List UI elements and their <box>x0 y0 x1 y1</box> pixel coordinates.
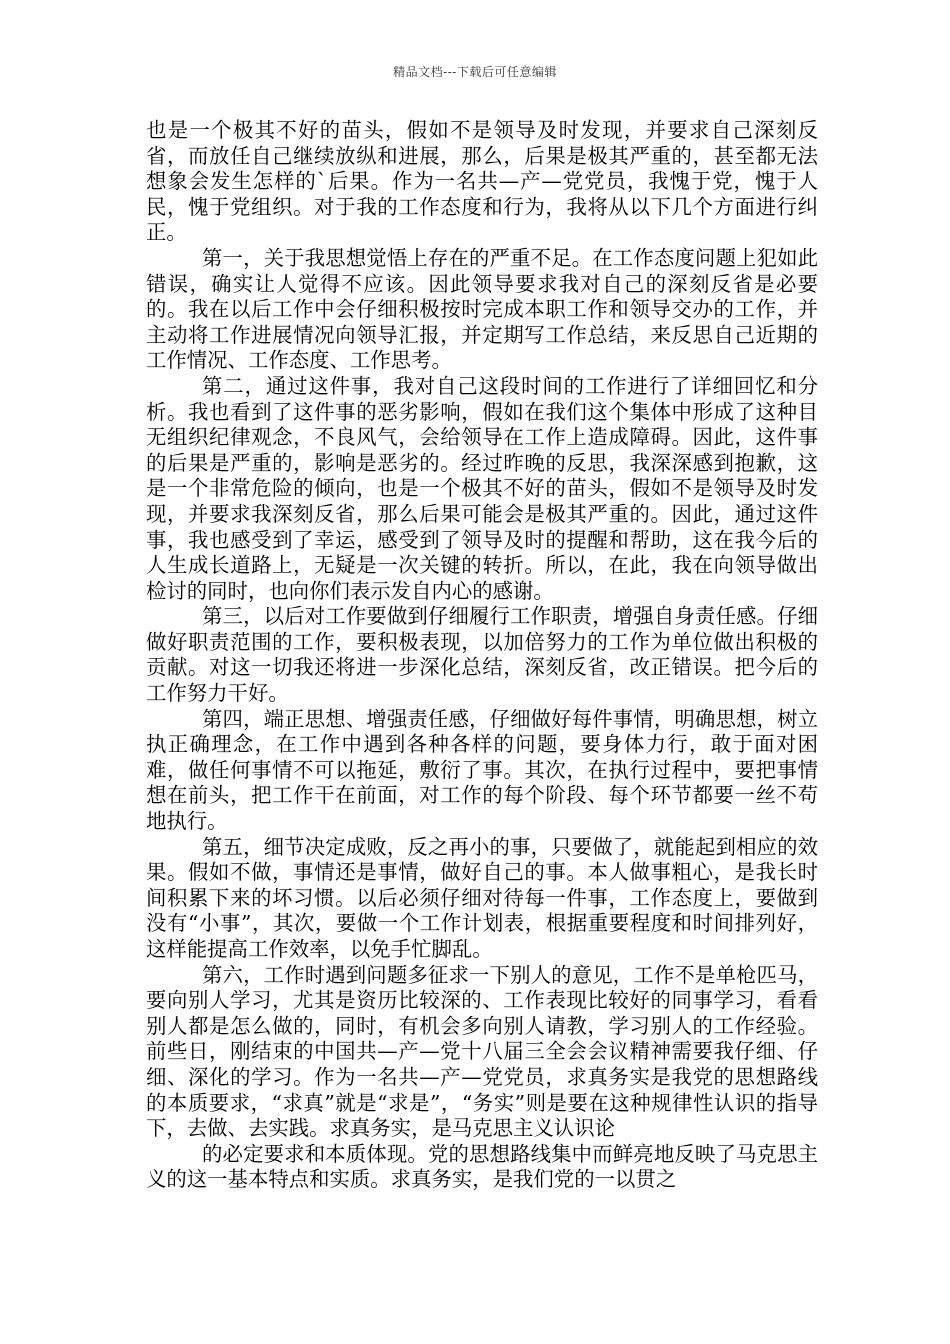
page-header: 精品文档---下载后可任意编辑 <box>393 65 557 79</box>
paragraph-fourth-point: 第四，端正思想、增强责任感，仔细做好每件事情，明确思想，树立执正确理念，在工作中遇到各种各样的问题，要身体力行，敢于面对困难，做任何事情不可以拖延，敷衍了事。其次，在执行过程中，要把事情想在前头，把工作干在前面，对工作的每个阶段、每个环节都要一丝不苟地执行。 <box>146 706 818 834</box>
paragraph-third-point: 第三，以后对工作要做到仔细履行工作职责，增强自身责任感。仔细做好职责范围的工作，要积极表现，以加倍努力的工作为单位做出积极的贡献。对这一切我还将进一步深化总结，深刻反省，改正错误。把今后的工作努力干好。 <box>146 604 818 706</box>
paragraph-fifth-point: 第五，细节决定成败，反之再小的事，只要做了，就能起到相应的效果。假如不做，事情还是事情，做好自己的事。本人做事粗心，是我长时间积累下来的坏习惯。以后必须仔细对待每一件事，工作态度上，要做到没有“小事”，其次，要做一个工作计划表，根据重要程度和时间排列好，这样能提高工作效率，以免手忙脚乱。 <box>146 834 818 961</box>
paragraph-first-point: 第一，关于我思想觉悟上存在的严重不足。在工作态度问题上犯如此错误，确实让人觉得不应该。因此领导要求我对自己的深刻反省是必要的。我在以后工作中会仔细积极按时完成本职工作和领导交办的工作，并主动将工作进展情况向领导汇报，并定期写工作总结，来反思自己近期的工作情况、工作态度、工作思考。 <box>146 245 818 373</box>
paragraph-sixth-point: 第六，工作时遇到问题多征求一下别人的意见，工作不是单枪匹马，要向别人学习，尤其是资历比较深的、工作表现比较好的同事学习，看看别人都是怎么做的，同时，有机会多向别人请教，学习别人的工作经验。前些日，刚结束的中国共—产—党十八届三全会会议精神需要我仔细、仔细、深化的学习。作为一名共—产—党党员，求真务实是我党的思想路线的本质要求，“求真”就是“求是”，“务实”则是要在这种规律性认识的指导下，去做、去实践。求真务实，是马克思主义认识论 <box>146 962 818 1141</box>
document-body <box>146 118 818 1193</box>
paragraph-second-point: 第二，通过这件事，我对自己这段时间的工作进行了详细回忆和分析。我也看到了这件事的恶劣影响，假如在我们这个集体中形成了这种目无组织纪律观念，不良风气，会给领导在工作上造成障碍。因此，这件事的后果是严重的，影响是恶劣的。经过昨晚的反思，我深深感到抱歉，这是一个非常危险的倾向，也是一个极其不好的苗头，假如不是领导及时发现，并要求我深刻反省，那么后果可能会是极其严重的。因此，通过这件事，我也感受到了幸运，感受到了领导及时的提醒和帮助，这在我今后的人生成长道路上，无疑是一次关键的转折。所以，在此，我在向领导做出检讨的同时，也向你们表示发自内心的感谢。 <box>146 373 818 603</box>
paragraph-intro: 也是一个极其不好的苗头，假如不是领导及时发现，并要求自己深刻反省，而放任自己继续放纵和进展，那么，后果是极其严重的，甚至都无法想象会发生怎样的`后果。作为一名共—产—党党员，我愧于党，愧于人民，愧于党组织。对于我的工作态度和行为，我将从以下几个方面进行纠正。 <box>146 118 818 245</box>
paragraph-continuation: 的必定要求和本质体现。党的思想路线集中而鲜亮地反映了马克思主义的这一基本特点和实质。求真务实，是我们党的一以贯之 <box>146 1141 818 1192</box>
